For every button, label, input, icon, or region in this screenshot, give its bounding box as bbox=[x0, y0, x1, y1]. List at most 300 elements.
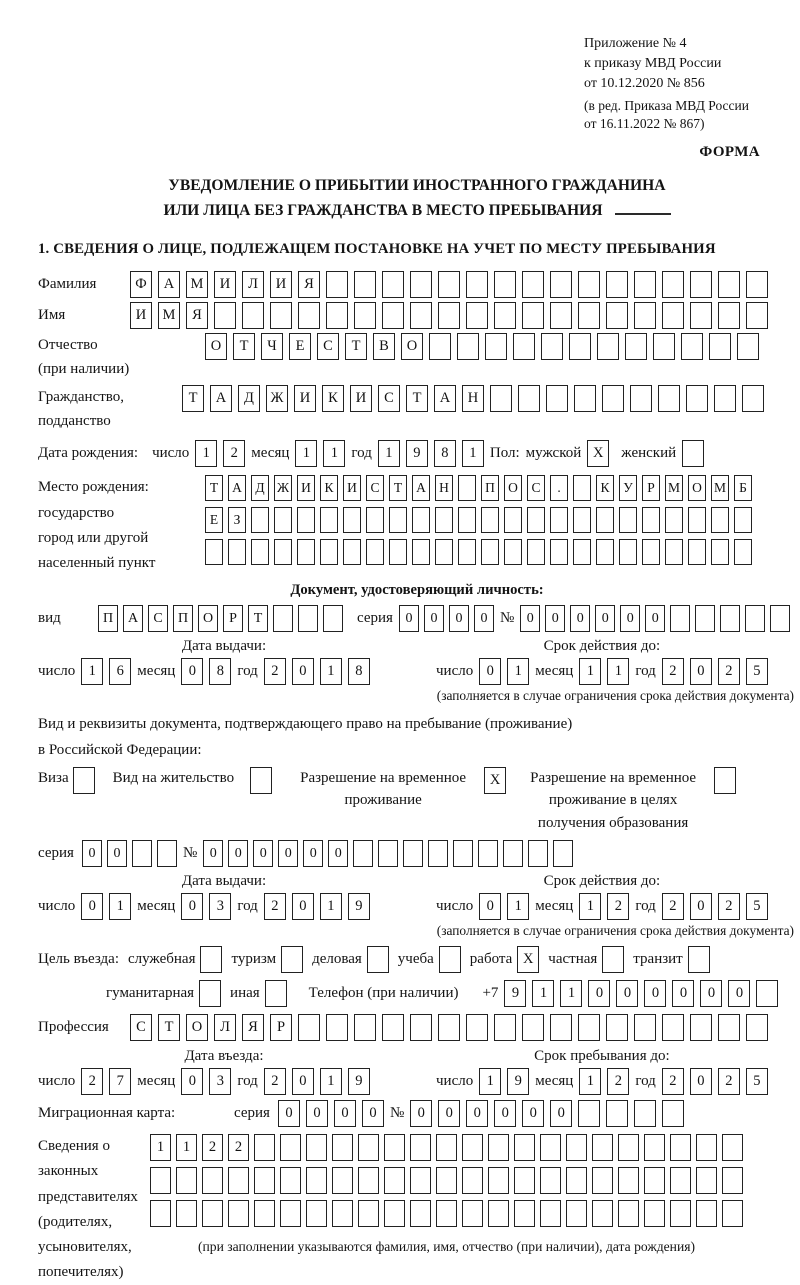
char-box[interactable]: 5 bbox=[746, 893, 768, 920]
char-box[interactable] bbox=[436, 1134, 457, 1161]
char-box[interactable]: В bbox=[373, 333, 395, 360]
char-box[interactable]: 2 bbox=[607, 1068, 629, 1095]
char-box[interactable] bbox=[410, 271, 432, 298]
char-box[interactable] bbox=[618, 1167, 639, 1194]
char-box[interactable] bbox=[522, 271, 544, 298]
char-box[interactable] bbox=[634, 1014, 656, 1041]
char-box[interactable] bbox=[280, 1134, 301, 1161]
char-box[interactable]: 3 bbox=[209, 1068, 231, 1095]
char-box[interactable] bbox=[662, 1100, 684, 1127]
char-box[interactable]: 9 bbox=[406, 440, 428, 467]
char-box[interactable] bbox=[688, 946, 710, 973]
char-box[interactable] bbox=[711, 507, 729, 533]
char-box[interactable] bbox=[358, 1167, 379, 1194]
char-box[interactable] bbox=[199, 980, 221, 1007]
char-box[interactable] bbox=[746, 271, 768, 298]
char-box[interactable]: Я bbox=[242, 1014, 264, 1041]
char-box[interactable]: 2 bbox=[662, 658, 684, 685]
char-box[interactable] bbox=[619, 539, 637, 565]
char-box[interactable] bbox=[298, 1014, 320, 1041]
char-box[interactable] bbox=[251, 507, 269, 533]
char-box[interactable] bbox=[410, 1200, 431, 1227]
char-box[interactable]: С bbox=[317, 333, 339, 360]
char-box[interactable] bbox=[494, 271, 516, 298]
char-box[interactable]: Я bbox=[186, 302, 208, 329]
char-box[interactable]: Д bbox=[238, 385, 260, 412]
char-box[interactable]: 0 bbox=[479, 893, 501, 920]
char-box[interactable]: 0 bbox=[181, 658, 203, 685]
char-box[interactable]: 2 bbox=[223, 440, 245, 467]
char-box[interactable]: 0 bbox=[588, 980, 610, 1007]
char-box[interactable] bbox=[323, 605, 343, 632]
char-box[interactable] bbox=[642, 507, 660, 533]
char-box[interactable] bbox=[176, 1200, 197, 1227]
char-box[interactable]: 0 bbox=[292, 893, 314, 920]
char-box[interactable] bbox=[714, 385, 736, 412]
char-box[interactable]: А bbox=[434, 385, 456, 412]
char-box[interactable]: 0 bbox=[328, 840, 348, 867]
char-box[interactable] bbox=[606, 1014, 628, 1041]
char-box[interactable]: О bbox=[186, 1014, 208, 1041]
char-box[interactable] bbox=[462, 1167, 483, 1194]
char-box[interactable] bbox=[298, 605, 318, 632]
char-box[interactable] bbox=[205, 539, 223, 565]
char-box[interactable] bbox=[466, 271, 488, 298]
char-box[interactable] bbox=[150, 1200, 171, 1227]
char-box[interactable]: 2 bbox=[264, 893, 286, 920]
char-box[interactable] bbox=[592, 1200, 613, 1227]
char-box[interactable]: 0 bbox=[81, 893, 103, 920]
char-box[interactable]: 1 bbox=[81, 658, 103, 685]
char-box[interactable]: 8 bbox=[348, 658, 370, 685]
char-box[interactable] bbox=[688, 539, 706, 565]
char-box[interactable]: Д bbox=[251, 475, 269, 501]
char-box[interactable] bbox=[662, 271, 684, 298]
char-box[interactable] bbox=[384, 1134, 405, 1161]
char-box[interactable]: 9 bbox=[507, 1068, 529, 1095]
char-box[interactable]: 0 bbox=[522, 1100, 544, 1127]
char-box[interactable] bbox=[320, 507, 338, 533]
char-box[interactable] bbox=[737, 333, 759, 360]
char-box[interactable] bbox=[438, 1014, 460, 1041]
char-box[interactable] bbox=[540, 1167, 561, 1194]
char-box[interactable]: 1 bbox=[560, 980, 582, 1007]
char-box[interactable]: 1 bbox=[579, 1068, 601, 1095]
char-box[interactable] bbox=[546, 385, 568, 412]
char-box[interactable]: Т bbox=[233, 333, 255, 360]
char-box[interactable] bbox=[228, 1167, 249, 1194]
char-box[interactable] bbox=[466, 1014, 488, 1041]
char-box[interactable] bbox=[494, 1014, 516, 1041]
char-box[interactable]: Л bbox=[242, 271, 264, 298]
char-box[interactable] bbox=[522, 302, 544, 329]
char-box[interactable] bbox=[670, 1200, 691, 1227]
char-box[interactable] bbox=[514, 1200, 535, 1227]
char-box[interactable] bbox=[332, 1167, 353, 1194]
char-box[interactable] bbox=[358, 1134, 379, 1161]
char-box[interactable]: З bbox=[228, 507, 246, 533]
char-box[interactable]: 0 bbox=[644, 980, 666, 1007]
char-box[interactable]: И bbox=[350, 385, 372, 412]
char-box[interactable] bbox=[670, 1134, 691, 1161]
char-box[interactable]: 8 bbox=[434, 440, 456, 467]
char-box[interactable] bbox=[438, 271, 460, 298]
char-box[interactable]: 0 bbox=[690, 893, 712, 920]
char-box[interactable] bbox=[265, 980, 287, 1007]
char-box[interactable] bbox=[378, 840, 398, 867]
char-box[interactable] bbox=[596, 507, 614, 533]
char-box[interactable] bbox=[550, 302, 572, 329]
char-box[interactable] bbox=[682, 440, 704, 467]
char-box[interactable]: П bbox=[98, 605, 118, 632]
char-box[interactable]: У bbox=[619, 475, 637, 501]
char-box[interactable]: О bbox=[504, 475, 522, 501]
char-box[interactable]: 0 bbox=[228, 840, 248, 867]
char-box[interactable]: 1 bbox=[507, 893, 529, 920]
char-box[interactable] bbox=[619, 507, 637, 533]
char-box[interactable] bbox=[458, 475, 476, 501]
char-box[interactable] bbox=[504, 539, 522, 565]
char-box[interactable] bbox=[690, 271, 712, 298]
char-box[interactable] bbox=[514, 1167, 535, 1194]
char-box[interactable] bbox=[696, 1167, 717, 1194]
char-box[interactable] bbox=[634, 302, 656, 329]
char-box[interactable] bbox=[157, 840, 177, 867]
char-box[interactable] bbox=[695, 605, 715, 632]
char-box[interactable] bbox=[176, 1167, 197, 1194]
char-box[interactable]: Н bbox=[435, 475, 453, 501]
char-box[interactable] bbox=[720, 605, 740, 632]
char-box[interactable]: Р bbox=[642, 475, 660, 501]
char-box[interactable] bbox=[514, 1134, 535, 1161]
char-box[interactable] bbox=[202, 1167, 223, 1194]
char-box[interactable] bbox=[602, 946, 624, 973]
char-box[interactable] bbox=[354, 1014, 376, 1041]
char-box[interactable] bbox=[250, 767, 272, 794]
char-box[interactable] bbox=[746, 1014, 768, 1041]
char-box[interactable]: 1 bbox=[150, 1134, 171, 1161]
char-box[interactable] bbox=[503, 840, 523, 867]
char-box[interactable] bbox=[306, 1167, 327, 1194]
char-box[interactable] bbox=[718, 302, 740, 329]
char-box[interactable]: О bbox=[198, 605, 218, 632]
char-box[interactable]: Т bbox=[158, 1014, 180, 1041]
char-box[interactable] bbox=[541, 333, 563, 360]
char-box[interactable]: С bbox=[527, 475, 545, 501]
char-box[interactable]: А bbox=[228, 475, 246, 501]
char-box[interactable]: 2 bbox=[718, 893, 740, 920]
char-box[interactable]: 9 bbox=[348, 893, 370, 920]
char-box[interactable] bbox=[540, 1134, 561, 1161]
char-box[interactable] bbox=[384, 1200, 405, 1227]
char-box[interactable] bbox=[709, 333, 731, 360]
char-box[interactable] bbox=[457, 333, 479, 360]
char-box[interactable]: Ж bbox=[266, 385, 288, 412]
char-box[interactable] bbox=[273, 605, 293, 632]
char-box[interactable] bbox=[202, 1200, 223, 1227]
char-box[interactable]: М bbox=[186, 271, 208, 298]
char-box[interactable] bbox=[662, 302, 684, 329]
char-box[interactable] bbox=[412, 507, 430, 533]
char-box[interactable]: 7 bbox=[109, 1068, 131, 1095]
char-box[interactable]: Ж bbox=[274, 475, 292, 501]
char-box[interactable] bbox=[297, 507, 315, 533]
char-box[interactable] bbox=[281, 946, 303, 973]
char-box[interactable] bbox=[462, 1134, 483, 1161]
char-box[interactable]: Ч bbox=[261, 333, 283, 360]
char-box[interactable] bbox=[566, 1167, 587, 1194]
char-box[interactable] bbox=[513, 333, 535, 360]
char-box[interactable] bbox=[270, 302, 292, 329]
char-box[interactable] bbox=[662, 1014, 684, 1041]
char-box[interactable]: 9 bbox=[504, 980, 526, 1007]
char-box[interactable] bbox=[481, 539, 499, 565]
char-box[interactable] bbox=[428, 840, 448, 867]
char-box[interactable] bbox=[696, 1200, 717, 1227]
char-box[interactable] bbox=[466, 302, 488, 329]
char-box[interactable] bbox=[132, 840, 152, 867]
char-box[interactable]: 0 bbox=[700, 980, 722, 1007]
char-box[interactable] bbox=[665, 539, 683, 565]
char-box[interactable]: X bbox=[517, 946, 539, 973]
char-box[interactable] bbox=[382, 271, 404, 298]
char-box[interactable]: 2 bbox=[202, 1134, 223, 1161]
char-box[interactable] bbox=[410, 1134, 431, 1161]
char-box[interactable] bbox=[670, 1167, 691, 1194]
char-box[interactable] bbox=[382, 302, 404, 329]
char-box[interactable] bbox=[280, 1200, 301, 1227]
char-box[interactable]: 0 bbox=[672, 980, 694, 1007]
char-box[interactable]: 2 bbox=[228, 1134, 249, 1161]
char-box[interactable]: Т bbox=[205, 475, 223, 501]
char-box[interactable]: Т bbox=[406, 385, 428, 412]
char-box[interactable] bbox=[366, 539, 384, 565]
char-box[interactable]: 1 bbox=[109, 893, 131, 920]
char-box[interactable] bbox=[578, 1100, 600, 1127]
char-box[interactable]: О bbox=[688, 475, 706, 501]
char-box[interactable]: 0 bbox=[306, 1100, 328, 1127]
char-box[interactable]: X bbox=[587, 440, 609, 467]
char-box[interactable]: 1 bbox=[532, 980, 554, 1007]
char-box[interactable] bbox=[274, 539, 292, 565]
char-box[interactable] bbox=[228, 539, 246, 565]
char-box[interactable] bbox=[527, 539, 545, 565]
char-box[interactable]: 5 bbox=[746, 658, 768, 685]
char-box[interactable]: 1 bbox=[320, 893, 342, 920]
char-box[interactable]: 0 bbox=[399, 605, 419, 632]
char-box[interactable]: 0 bbox=[82, 840, 102, 867]
char-box[interactable] bbox=[298, 302, 320, 329]
char-box[interactable] bbox=[686, 385, 708, 412]
char-box[interactable]: 0 bbox=[595, 605, 615, 632]
char-box[interactable]: М bbox=[665, 475, 683, 501]
char-box[interactable] bbox=[553, 840, 573, 867]
char-box[interactable] bbox=[566, 1134, 587, 1161]
char-box[interactable] bbox=[389, 507, 407, 533]
char-box[interactable] bbox=[681, 333, 703, 360]
char-box[interactable]: 0 bbox=[620, 605, 640, 632]
char-box[interactable] bbox=[696, 1134, 717, 1161]
char-box[interactable] bbox=[73, 767, 95, 794]
char-box[interactable] bbox=[618, 1200, 639, 1227]
char-box[interactable]: Р bbox=[270, 1014, 292, 1041]
char-box[interactable]: А bbox=[158, 271, 180, 298]
char-box[interactable]: 2 bbox=[264, 658, 286, 685]
char-box[interactable] bbox=[410, 302, 432, 329]
char-box[interactable] bbox=[382, 1014, 404, 1041]
char-box[interactable] bbox=[606, 1100, 628, 1127]
char-box[interactable] bbox=[718, 1014, 740, 1041]
char-box[interactable]: 2 bbox=[662, 893, 684, 920]
char-box[interactable] bbox=[254, 1134, 275, 1161]
char-box[interactable]: О bbox=[401, 333, 423, 360]
char-box[interactable] bbox=[332, 1200, 353, 1227]
char-box[interactable]: 0 bbox=[438, 1100, 460, 1127]
char-box[interactable]: С bbox=[378, 385, 400, 412]
char-box[interactable]: 1 bbox=[507, 658, 529, 685]
char-box[interactable] bbox=[602, 385, 624, 412]
char-box[interactable]: 1 bbox=[479, 1068, 501, 1095]
char-box[interactable]: К bbox=[596, 475, 614, 501]
char-box[interactable] bbox=[458, 539, 476, 565]
char-box[interactable]: Т bbox=[345, 333, 367, 360]
char-box[interactable]: 2 bbox=[81, 1068, 103, 1095]
char-box[interactable] bbox=[522, 1014, 544, 1041]
char-box[interactable] bbox=[320, 539, 338, 565]
char-box[interactable] bbox=[742, 385, 764, 412]
char-box[interactable] bbox=[606, 302, 628, 329]
char-box[interactable] bbox=[254, 1200, 275, 1227]
char-box[interactable]: И bbox=[294, 385, 316, 412]
char-box[interactable]: 0 bbox=[362, 1100, 384, 1127]
char-box[interactable]: . bbox=[550, 475, 568, 501]
char-box[interactable] bbox=[644, 1200, 665, 1227]
char-box[interactable] bbox=[528, 840, 548, 867]
char-box[interactable] bbox=[597, 333, 619, 360]
char-box[interactable] bbox=[634, 271, 656, 298]
char-box[interactable]: Б bbox=[734, 475, 752, 501]
char-box[interactable] bbox=[343, 539, 361, 565]
char-box[interactable] bbox=[573, 507, 591, 533]
char-box[interactable] bbox=[453, 840, 473, 867]
char-box[interactable]: 1 bbox=[323, 440, 345, 467]
char-box[interactable] bbox=[504, 507, 522, 533]
char-box[interactable]: 0 bbox=[466, 1100, 488, 1127]
char-box[interactable]: И bbox=[297, 475, 315, 501]
char-box[interactable]: Н bbox=[462, 385, 484, 412]
char-box[interactable]: Р bbox=[223, 605, 243, 632]
char-box[interactable] bbox=[384, 1167, 405, 1194]
char-box[interactable] bbox=[756, 980, 778, 1007]
char-box[interactable]: 0 bbox=[334, 1100, 356, 1127]
char-box[interactable] bbox=[326, 302, 348, 329]
char-box[interactable]: Я bbox=[298, 271, 320, 298]
char-box[interactable] bbox=[254, 1167, 275, 1194]
char-box[interactable] bbox=[488, 1200, 509, 1227]
char-box[interactable] bbox=[573, 475, 591, 501]
char-box[interactable] bbox=[462, 1200, 483, 1227]
char-box[interactable] bbox=[606, 271, 628, 298]
char-box[interactable]: 0 bbox=[520, 605, 540, 632]
char-box[interactable] bbox=[618, 1134, 639, 1161]
char-box[interactable] bbox=[412, 539, 430, 565]
char-box[interactable] bbox=[550, 539, 568, 565]
char-box[interactable]: 0 bbox=[203, 840, 223, 867]
char-box[interactable]: П bbox=[173, 605, 193, 632]
char-box[interactable] bbox=[745, 605, 765, 632]
char-box[interactable] bbox=[306, 1134, 327, 1161]
char-box[interactable]: 2 bbox=[718, 1068, 740, 1095]
char-box[interactable] bbox=[644, 1134, 665, 1161]
char-box[interactable]: 0 bbox=[645, 605, 665, 632]
char-box[interactable] bbox=[200, 946, 222, 973]
char-box[interactable]: Е bbox=[289, 333, 311, 360]
char-box[interactable] bbox=[746, 302, 768, 329]
char-box[interactable] bbox=[478, 840, 498, 867]
char-box[interactable] bbox=[722, 1167, 743, 1194]
char-box[interactable]: Т bbox=[248, 605, 268, 632]
char-box[interactable]: 1 bbox=[176, 1134, 197, 1161]
char-box[interactable] bbox=[326, 271, 348, 298]
char-box[interactable]: 2 bbox=[718, 658, 740, 685]
char-box[interactable] bbox=[488, 1167, 509, 1194]
char-box[interactable] bbox=[150, 1167, 171, 1194]
char-box[interactable]: 2 bbox=[264, 1068, 286, 1095]
char-box[interactable] bbox=[518, 385, 540, 412]
char-box[interactable]: О bbox=[205, 333, 227, 360]
char-box[interactable] bbox=[403, 840, 423, 867]
char-box[interactable] bbox=[366, 507, 384, 533]
char-box[interactable]: 1 bbox=[195, 440, 217, 467]
char-box[interactable] bbox=[438, 302, 460, 329]
char-box[interactable]: 0 bbox=[494, 1100, 516, 1127]
char-box[interactable]: 1 bbox=[579, 893, 601, 920]
char-box[interactable]: И bbox=[214, 271, 236, 298]
char-box[interactable]: С bbox=[148, 605, 168, 632]
char-box[interactable] bbox=[670, 605, 690, 632]
char-box[interactable] bbox=[439, 946, 461, 973]
char-box[interactable]: 0 bbox=[728, 980, 750, 1007]
char-box[interactable]: 0 bbox=[616, 980, 638, 1007]
char-box[interactable] bbox=[592, 1167, 613, 1194]
char-box[interactable] bbox=[734, 507, 752, 533]
char-box[interactable] bbox=[578, 1014, 600, 1041]
char-box[interactable]: Ф bbox=[130, 271, 152, 298]
char-box[interactable] bbox=[540, 1200, 561, 1227]
char-box[interactable] bbox=[550, 507, 568, 533]
char-box[interactable] bbox=[242, 302, 264, 329]
char-box[interactable] bbox=[297, 539, 315, 565]
char-box[interactable]: 0 bbox=[292, 1068, 314, 1095]
char-box[interactable] bbox=[410, 1167, 431, 1194]
char-box[interactable] bbox=[436, 1167, 457, 1194]
char-box[interactable]: 0 bbox=[292, 658, 314, 685]
char-box[interactable]: С bbox=[366, 475, 384, 501]
char-box[interactable] bbox=[596, 539, 614, 565]
char-box[interactable]: И bbox=[343, 475, 361, 501]
char-box[interactable]: 0 bbox=[107, 840, 127, 867]
char-box[interactable] bbox=[458, 507, 476, 533]
char-box[interactable]: 0 bbox=[550, 1100, 572, 1127]
char-box[interactable] bbox=[274, 507, 292, 533]
char-box[interactable]: 0 bbox=[424, 605, 444, 632]
char-box[interactable]: 0 bbox=[303, 840, 323, 867]
char-box[interactable]: 5 bbox=[746, 1068, 768, 1095]
char-box[interactable]: 0 bbox=[410, 1100, 432, 1127]
char-box[interactable]: Е bbox=[205, 507, 223, 533]
char-box[interactable] bbox=[573, 539, 591, 565]
char-box[interactable] bbox=[481, 507, 499, 533]
